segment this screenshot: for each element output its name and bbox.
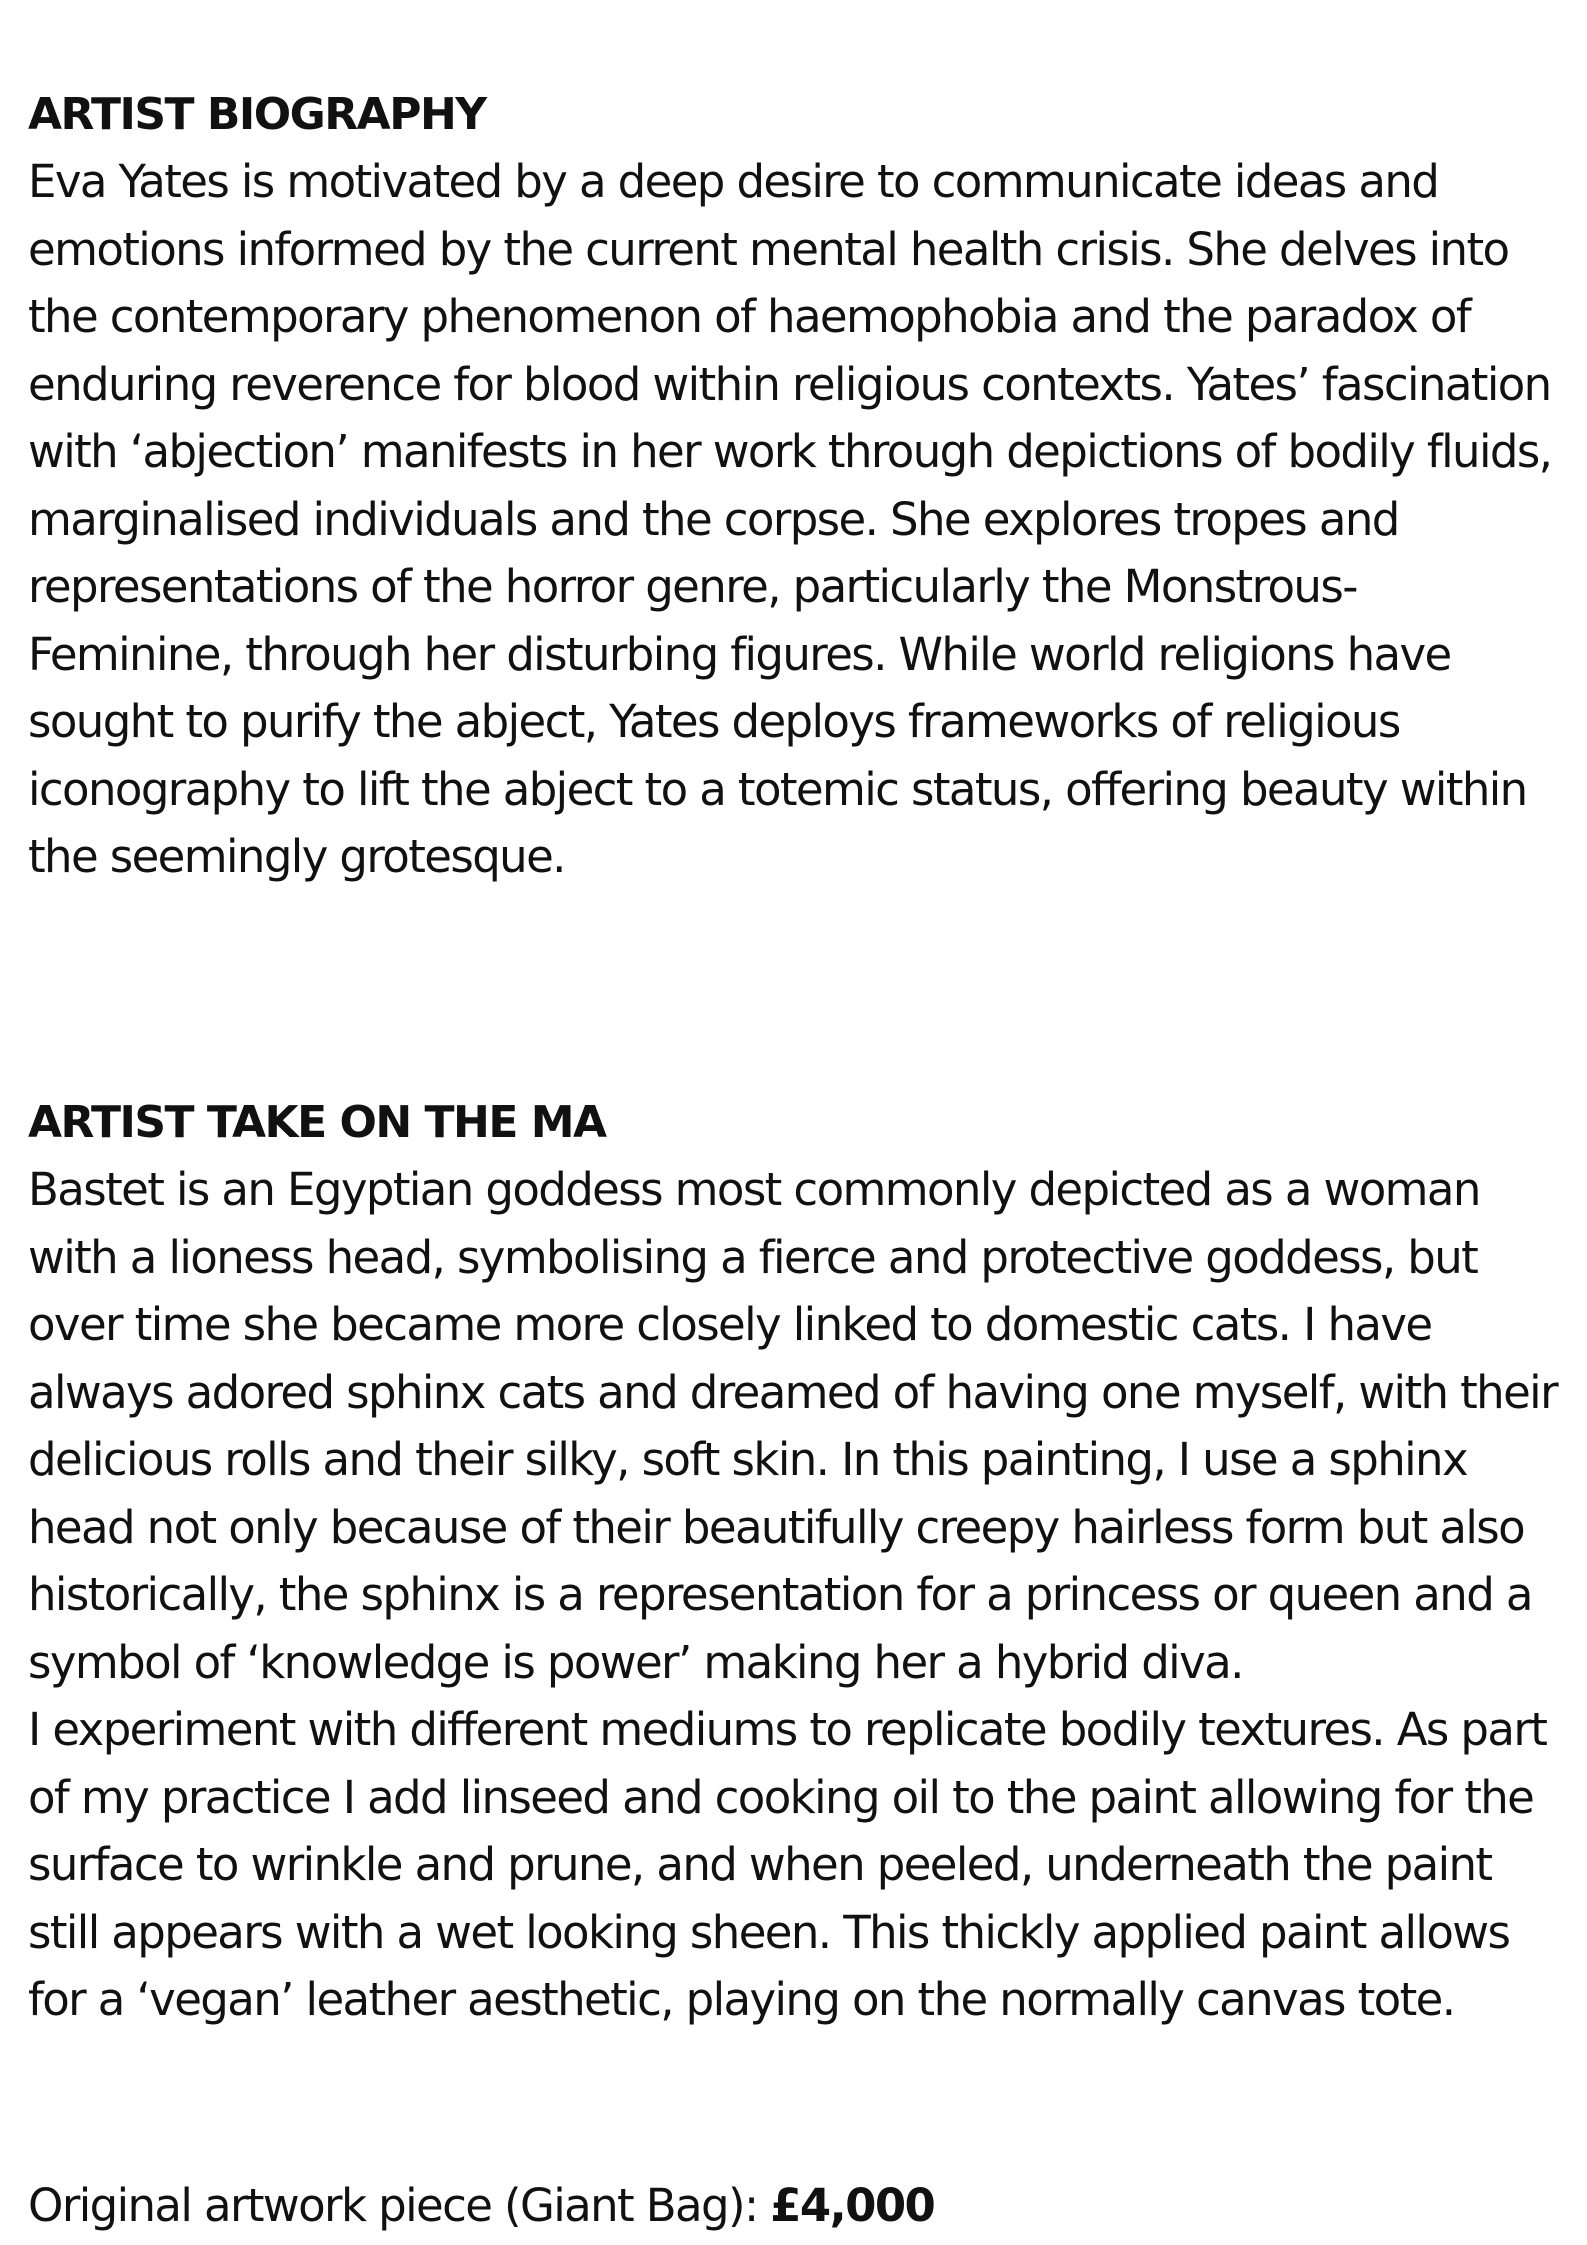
artist-biography-heading: ARTIST BIOGRAPHY — [28, 89, 486, 140]
price-amount: £4,000 — [770, 2179, 935, 2232]
artist-take-paragraph-1: Bastet is an Egyptian goddess most commonly depicted as a woman with a lioness head, symbolising a fierce and protective goddess, but over time she became more closely linked to domestic cats. I have always adored sphinx cats and dreamed of having one myself, with their delicious rolls and their silky, soft skin. In this painting, I use a sphinx head not only because of their beautifully creepy hairless form but also historically, the sphinx is a representation for a princess or queen and a symbol of ‘knowledge is power’ making her a hybrid diva. — [28, 1163, 1557, 1689]
artist-take-section — [28, 1090, 1558, 2034]
price-label: Original artwork piece (Giant Bag): — [28, 2179, 771, 2232]
artist-take-heading: ARTIST TAKE ON THE MA — [28, 1097, 606, 1148]
artist-biography-section — [28, 82, 1558, 891]
artist-biography-text: Eva Yates is motivated by a deep desire to communicate ideas and emotions informed by the current mental health crisis. She delves into the contemporary phenomenon of haemophobia and the paradox of enduring reverence for blood within religious contexts. Yates’ fascination with ‘abjection’ manifests in her work through depictions of bodily fluids, marginalised individuals and the corpse. She explores tropes and representations of the horror genre, particularly the Monstrous-Feminine, through her disturbing figures. While world religions have sought to purify the abject, Yates deploys frameworks of religious iconography to lift the abject to a totemic status, offering beauty within the seemingly grotesque. — [28, 155, 1552, 883]
artist-take-paragraph-2: I experiment with different mediums to replicate bodily textures. As part of my practice I add linseed and cooking oil to the paint allowing for the surface to wrinkle and prune, and when peeled, underneath the paint still appears with a wet looking sheen. This thickly applied paint allows for a ‘vegan’ leather aesthetic, playing on the normally canvas tote. — [28, 1703, 1547, 2026]
price-line — [28, 2172, 934, 2239]
